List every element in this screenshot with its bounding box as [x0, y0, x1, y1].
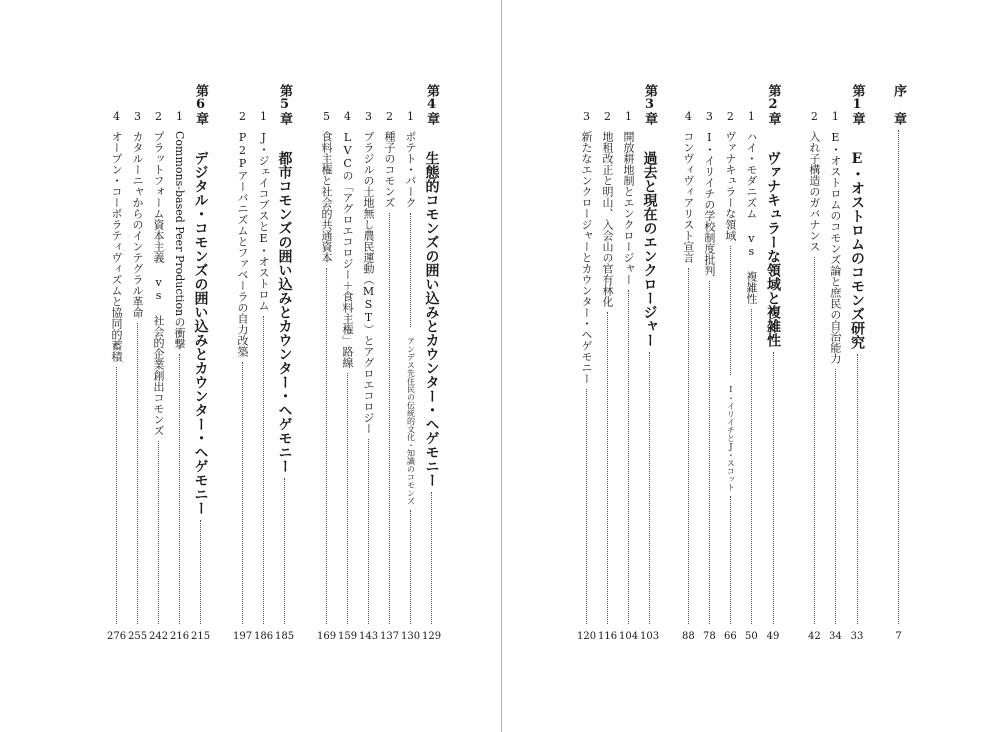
section-title: 種子のコモンズ	[383, 131, 397, 208]
page-number: 66	[724, 631, 737, 642]
section-title: Commons-based Peer Productionの衝撃	[173, 131, 187, 350]
section-title: 入れ子構造のガバナンス	[807, 131, 821, 252]
section-entry-3-1	[619, 110, 638, 644]
section-number: 2	[383, 110, 397, 123]
section-title: LVCの「アグロエコロジー＋食料主権」路線	[341, 131, 355, 368]
dot-leader	[284, 478, 285, 624]
section-number: 2	[723, 110, 737, 123]
chapter-title: 過去と現在のエンクロージャー	[641, 151, 658, 347]
dot-leader	[607, 312, 608, 624]
page-number: 130	[401, 631, 421, 642]
page-number: 242	[149, 631, 169, 642]
section-number: 5	[320, 110, 334, 123]
dot-leader	[730, 246, 731, 375]
section-title: ハイ・モダニズム vs 複雑性	[744, 131, 758, 304]
section-entry-4-3	[359, 110, 378, 644]
section-number: 1	[173, 110, 187, 123]
section-title: 新たなエンクロージャーとカウンター・ヘゲモニー	[580, 131, 594, 384]
dot-leader	[431, 492, 432, 624]
section-title: コンヴィヴィアリスト宣言	[681, 131, 695, 263]
section-title: ポテト・パーク	[404, 131, 418, 208]
chapter-title: 都市コモンズの囲い込みとカウンター・ヘゲモニー	[276, 151, 293, 473]
section-title: 開放耕地制とエンクロージャー	[622, 131, 636, 285]
section-number: 3	[362, 110, 376, 123]
section-title: 食料主権と社会的共通資本	[320, 131, 334, 263]
page-number: 159	[338, 631, 358, 642]
section-entry-4-5	[317, 110, 336, 644]
section-entry-4-2	[380, 110, 399, 644]
page-number: 78	[703, 631, 716, 642]
section-title: ヴァナキュラーな領域	[723, 131, 737, 241]
dot-leader	[116, 367, 117, 624]
section-number: 2	[807, 110, 821, 123]
chapter-label: 第3章	[642, 84, 658, 125]
dot-leader	[347, 373, 348, 624]
chapter-label: 第1章	[849, 84, 865, 125]
section-title: プラットフォーム資本主義 vs 社会的企業創出コモンズ	[152, 131, 166, 436]
page-number: 33	[850, 631, 864, 642]
section-entry-4-1	[401, 110, 420, 644]
section-title: E・オストロムのコモンズ論と庶民の自治能力	[828, 131, 842, 364]
section-entry-4-4	[338, 110, 357, 644]
preface-title: 序 章	[891, 84, 906, 125]
page-number: 50	[745, 631, 758, 642]
page-number: 197	[233, 631, 253, 642]
page-number: 7	[895, 631, 902, 642]
section-title: ブラジルの土地無し農民運動（MST）とアグロエコロジー	[362, 131, 376, 434]
section-entry-1-2	[808, 110, 821, 644]
dot-leader	[179, 354, 180, 624]
section-number: 3	[702, 110, 716, 123]
dot-leader	[263, 316, 264, 624]
section-entry-1-1	[829, 110, 842, 644]
section-number: 1	[622, 110, 636, 123]
section-entry-6-1	[170, 110, 189, 644]
page-number: 137	[380, 631, 400, 642]
section-title: カタルーニャからのインテグラル革命	[131, 131, 145, 318]
page-number: 255	[128, 631, 148, 642]
page-number: 215	[191, 631, 211, 642]
page-number: 143	[359, 631, 379, 642]
dot-leader	[835, 369, 836, 624]
page-number: 276	[107, 631, 127, 642]
chapter-title: 生態的コモンズの囲い込みとカウンター・ヘゲモニー	[423, 151, 440, 487]
section-entry-3-3	[577, 110, 596, 644]
page-number: 169	[317, 631, 337, 642]
page-gutter	[501, 0, 502, 732]
section-number: 2	[601, 110, 615, 123]
toc-entry-preface	[892, 84, 905, 644]
section-number: 1	[828, 110, 842, 123]
page-number: 129	[422, 631, 442, 642]
chapter-label: 第4章	[424, 84, 440, 125]
page-number: 216	[170, 631, 190, 642]
section-entry-2-4	[682, 110, 695, 644]
page-number: 88	[682, 631, 695, 642]
chapter-heading-5	[275, 84, 294, 644]
chapter-label: 第2章	[765, 84, 781, 125]
dot-leader	[410, 510, 411, 624]
section-title: 地租改正と明山、入会山の官有林化	[601, 131, 615, 307]
dot-leader	[158, 441, 159, 624]
chapter-title: ヴァナキュラーな領域と複雑性	[765, 151, 781, 347]
dot-leader	[751, 309, 752, 624]
page-number: 186	[254, 631, 274, 642]
dot-leader	[773, 352, 774, 624]
chapter-heading-3	[640, 84, 659, 644]
chapter-heading-6	[191, 84, 210, 644]
section-number: 4	[681, 110, 695, 123]
chapter-heading-4	[422, 84, 441, 644]
section-number: 1	[404, 110, 418, 123]
page-number: 34	[829, 631, 842, 642]
section-title: I・イリイチの学校制度批判	[702, 131, 716, 276]
section-number: 1	[744, 110, 758, 123]
page-number: 185	[275, 631, 295, 642]
section-entry-2-2	[724, 110, 737, 644]
section-number: 3	[131, 110, 145, 123]
section-title: J・ジェイコブスとE・オストロム	[257, 131, 271, 311]
section-entry-5-1	[254, 110, 273, 644]
section-number: 4	[341, 110, 355, 123]
page-number: 49	[766, 631, 780, 642]
page-number: 120	[577, 631, 597, 642]
dot-leader	[688, 268, 689, 624]
section-entry-6-3	[128, 110, 147, 644]
dot-leader	[137, 323, 138, 624]
dot-leader	[709, 281, 710, 624]
chapter-heading-2	[766, 84, 780, 644]
dot-leader	[389, 213, 390, 624]
dot-leader	[200, 520, 201, 624]
section-subtitle: アンデス先住民の伝統的文化・知識のコモンズ	[406, 337, 416, 505]
section-title: オープン・コーポラティヴィズムと協同的蓄積	[110, 131, 124, 362]
dot-leader	[814, 257, 815, 624]
dot-leader	[242, 362, 243, 624]
section-entry-6-2	[149, 110, 168, 644]
dot-leader	[326, 268, 327, 624]
dot-leader	[857, 354, 858, 624]
section-number: 3	[580, 110, 594, 123]
dot-leader	[586, 389, 587, 624]
dot-leader	[368, 439, 369, 624]
section-entry-5-2	[233, 110, 252, 644]
section-entry-3-2	[598, 110, 617, 644]
dot-leader	[628, 290, 629, 624]
page-number: 104	[619, 631, 639, 642]
section-entry-2-1	[745, 110, 758, 644]
section-title: P2Pアーバニズムとファベーラの自力改築	[236, 131, 250, 357]
page-number: 42	[808, 631, 821, 642]
section-number: 4	[110, 110, 124, 123]
dot-leader	[730, 496, 731, 625]
section-entry-6-4	[107, 110, 126, 644]
section-entry-2-3	[703, 110, 716, 644]
dot-leader	[410, 213, 411, 327]
section-number: 1	[257, 110, 271, 123]
chapter-title: E・オストロムのコモンズ研究	[849, 151, 865, 349]
dot-leader	[649, 352, 650, 624]
chapter-label: 第5章	[277, 84, 293, 125]
section-subtitle: I・イリイチとJ・スコット	[726, 384, 736, 491]
section-number: 2	[236, 110, 250, 123]
dot-leader	[898, 130, 899, 624]
page-number: 103	[640, 631, 660, 642]
page-number: 116	[598, 631, 618, 642]
section-number: 2	[152, 110, 166, 123]
chapter-heading-1	[850, 84, 864, 644]
chapter-title: デジタル・コモンズの囲い込みとカウンター・ヘゲモニー	[192, 151, 209, 515]
chapter-label: 第6章	[193, 84, 209, 125]
